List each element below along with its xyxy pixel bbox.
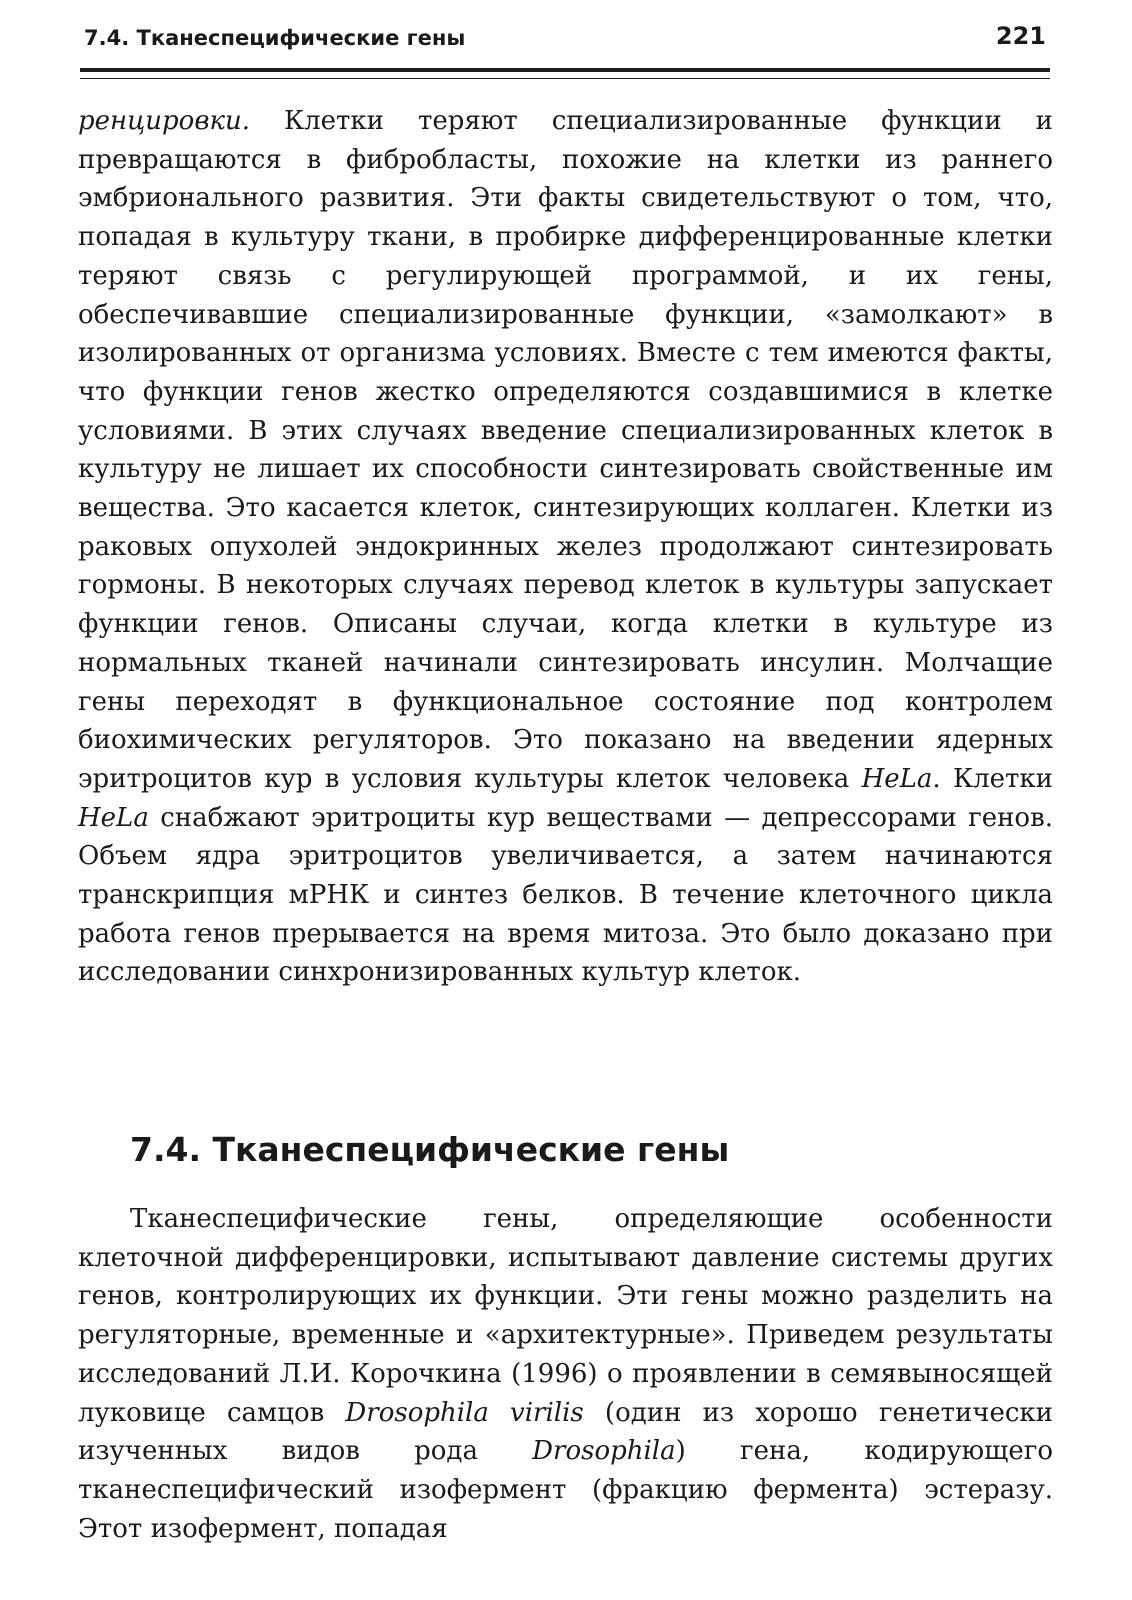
paragraph-continued [78, 102, 1053, 992]
body-text-top [78, 102, 1053, 992]
running-title: 7.4. Тканеспецифические гены [84, 26, 466, 50]
body-text-bottom [78, 1200, 1053, 1548]
paragraph [78, 1200, 1053, 1548]
header-rule-thick [80, 68, 1050, 72]
italic-text: HeLa [861, 763, 933, 794]
italic-text: Drosophila virilis [345, 1397, 584, 1428]
text-run: Клетки теряют специализированные функции и превращаются в фибробласты, похожие на клетки из раннего эмбрионального развития. Эти факты свидетельствуют о том, что, попадая в культуру ткани, в пробирке дифференцированные клетки теряют связь с регулирующей программой, и их гены, обеспечивавшие специализированные функции, «замолкают» в изолированных от организма условиях. Вместе с тем имеются факты, что функции генов жестко определяются создавшимися в клетке условиями. В этих случаях введение специализированных клеток в культуру не лишает их способности синтезировать свойственные им вещества. Это касается клеток, синтезирующих коллаген. Клетки из раковых опухолей эндокринных желез продолжают синтезировать гормоны. В некоторых случаях перевод клеток в культуры запускает функции генов. Описаны случаи, когда клетки в культуре из нормальных тканей начинали синтезировать инсулин. Молчащие гены переходят в функциональное состояние под контролем биохимических регуляторов. Это показано на введении ядерных эритроцитов кур в условия культуры клеток человека [78, 106, 1053, 794]
text-run: Тканеспецифические гены, определяющие особенности клеточной дифференцировки, испытывают давление системы других генов, контролирующих их функции. Эти гены можно разделить на регуляторные, временные и «архитектурные». Приведем результаты исследований Л.И. Корочкина (1996) о проявлении в семявыносящей луковице самцов [78, 1204, 1053, 1428]
italic-text: ренцировки. [78, 106, 251, 136]
text-run: ) гена, кодирующего тканеспецифический изофермент (фракцию фермента) эстеразу. Этот изофермент, попадая [78, 1436, 1053, 1544]
page-number: 221 [995, 22, 1046, 50]
text-run: снабжают эритроциты кур веществами — депрессорами генов. Объем ядра эритроцитов увеличивается, а затем начинаются транскрипция мРНК и синтез белков. В течение клеточного цикла работа генов прерывается на время митоза. Это было доказано при исследовании синхронизированных культур клеток. [78, 802, 1053, 988]
italic-text: Drosophila [532, 1436, 676, 1467]
text-run: (один из хорошо генетически изученных видов рода [78, 1397, 1053, 1467]
text-run: . Клетки [932, 763, 1053, 794]
section-heading: 7.4. Тканеспецифические гены [130, 1130, 730, 1169]
italic-text: HeLa [78, 802, 149, 833]
header-rule-thin [80, 78, 1050, 79]
page-header [80, 18, 1050, 54]
